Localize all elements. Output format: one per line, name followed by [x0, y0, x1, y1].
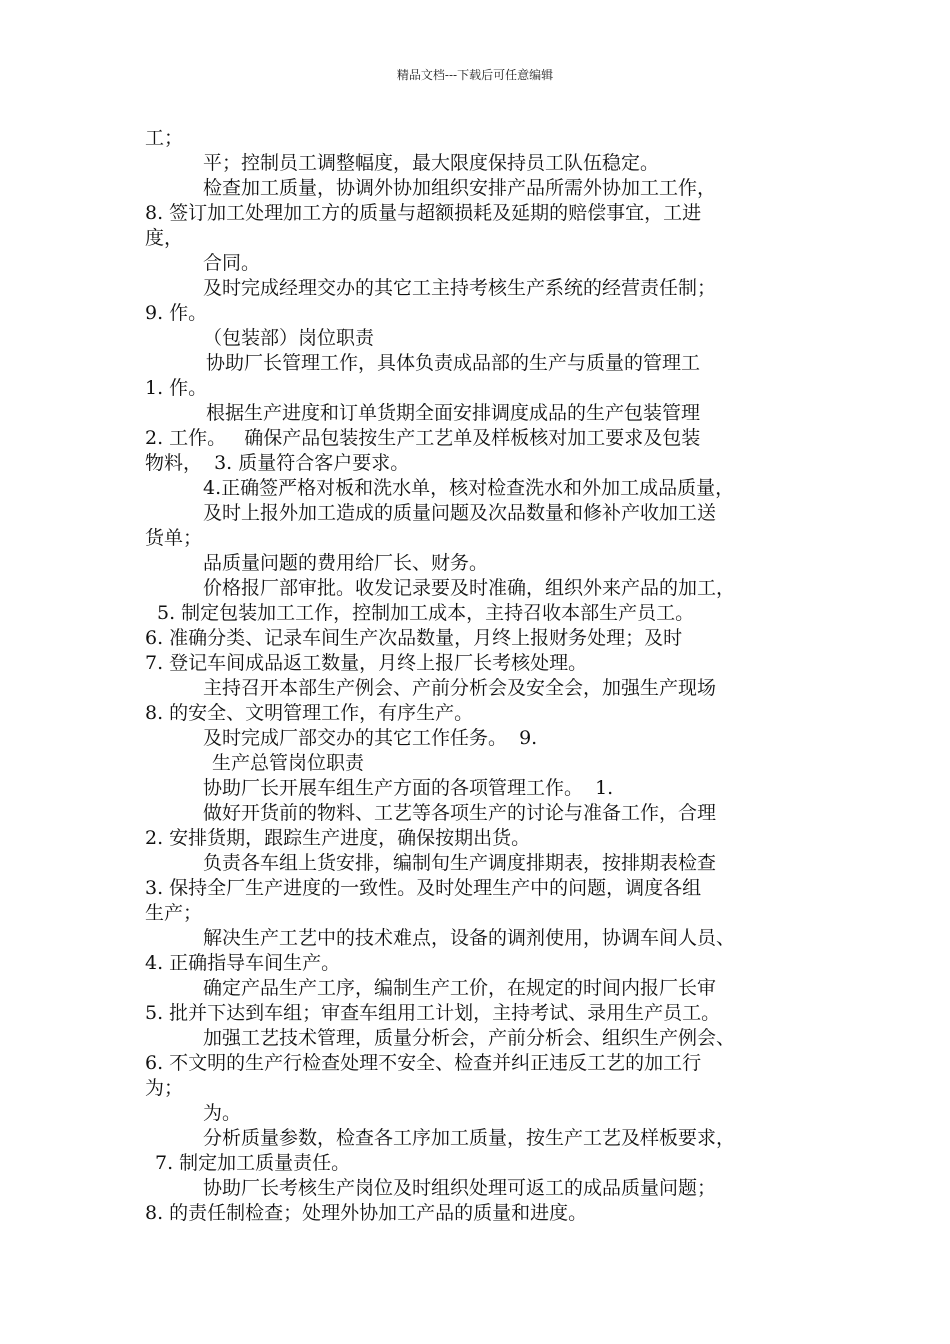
text-line: 及时完成厂部交办的其它工作任务。 9.	[203, 727, 538, 749]
text-line: 6. 准确分类、记录车间生产次品数量，月终上报财务处理；及时	[145, 627, 683, 649]
text-line: 8. 的安全、文明管理工作，有序生产。	[145, 702, 474, 724]
text-line: 确定产品生产工序，编制生产工价，在规定的时间内报厂长审	[203, 977, 717, 999]
text-line: 为；	[145, 1077, 184, 1099]
section-heading: 生产总管岗位职责	[212, 752, 365, 774]
text-line: 6. 不文明的生产行检查处理不安全、检查并纠正违反工艺的加工行	[145, 1052, 702, 1074]
text-line: 分析质量参数，检查各工序加工质量，按生产工艺及样板要求，	[203, 1127, 736, 1149]
text-line: 根据生产进度和订单货期全面安排调度成品的生产包装管理	[206, 402, 701, 424]
text-line: 为。	[203, 1102, 242, 1124]
text-line: 协助厂长管理工作，具体负责成品部的生产与质量的管理工	[206, 352, 701, 374]
text-line: 协助厂长开展车组生产方面的各项管理工作。 1.	[203, 777, 614, 799]
text-line: 8. 签订加工处理加工方的质量与超额损耗及延期的赔偿事宜，工进	[145, 202, 702, 224]
text-line: 度，	[145, 227, 184, 249]
text-line: 3. 保持全厂生产进度的一致性。及时处理生产中的问题，调度各组	[145, 877, 702, 899]
text-line: 货单；	[145, 527, 203, 549]
text-line: 4.正确签严格对板和洗水单，核对检查洗水和外加工成品质量，	[203, 477, 735, 499]
text-line: 7. 制定加工质量责任。	[155, 1152, 351, 1174]
text-line: 8. 的责任制检查；处理外协加工产品的质量和进度。	[145, 1202, 588, 1224]
text-line: 解决生产工艺中的技术难点，设备的调剂使用，协调车间人员、	[203, 927, 736, 949]
text-line: 协助厂长考核生产岗位及时组织处理可返工的成品质量问题；	[203, 1177, 717, 1199]
text-line: 4. 正确指导车间生产。	[145, 952, 341, 974]
text-line: 物料， 3. 质量符合客户要求。	[145, 452, 410, 474]
text-line: 检查加工质量，协调外协加组织安排产品所需外协加工工作，	[203, 177, 717, 199]
text-line: 合同。	[203, 252, 261, 274]
text-line: 7. 登记车间成品返工数量，月终上报厂长考核处理。	[145, 652, 588, 674]
text-line: 品质量问题的费用给厂长、财务。	[203, 552, 489, 574]
text-line: 及时完成经理交办的其它工主持考核生产系统的经营责任制；	[203, 277, 717, 299]
text-line: 5. 制定包装加工工作，控制加工成本，主持召收本部生产员工。	[157, 602, 695, 624]
text-line: 生产；	[145, 902, 203, 924]
text-line: 负责各车组上货安排，编制旬生产调度排期表，按排期表检查	[203, 852, 717, 874]
text-line: 加强工艺技术管理，质量分析会，产前分析会、组织生产例会、	[203, 1027, 736, 1049]
text-line: 工；	[145, 127, 184, 149]
text-line: 平；控制员工调整幅度，最大限度保持员工队伍稳定。	[203, 152, 660, 174]
page-header: 精品文档---下载后可任意编辑	[396, 68, 554, 82]
text-line: 主持召开本部生产例会、产前分析会及安全会，加强生产现场	[203, 677, 717, 699]
text-line: 价格报厂部审批。收发记录要及时准确，组织外来产品的加工，	[203, 577, 736, 599]
text-line: 2. 工作。 确保产品包装按生产工艺单及样板核对加工要求及包装	[145, 427, 701, 449]
text-line: 9. 作。	[145, 302, 208, 324]
text-line: 做好开货前的物料、工艺等各项生产的讨论与准备工作，合理	[203, 802, 717, 824]
text-line: 2. 安排货期，跟踪生产进度，确保按期出货。	[145, 827, 531, 849]
section-heading: （包装部）岗位职责	[203, 327, 375, 349]
text-line: 1. 作。	[145, 377, 208, 399]
text-line: 及时上报外加工造成的质量问题及次品数量和修补产收加工送	[203, 502, 717, 524]
text-line: 5. 批并下达到车组；审查车组用工计划，主持考试、录用生产员工。	[145, 1002, 721, 1024]
